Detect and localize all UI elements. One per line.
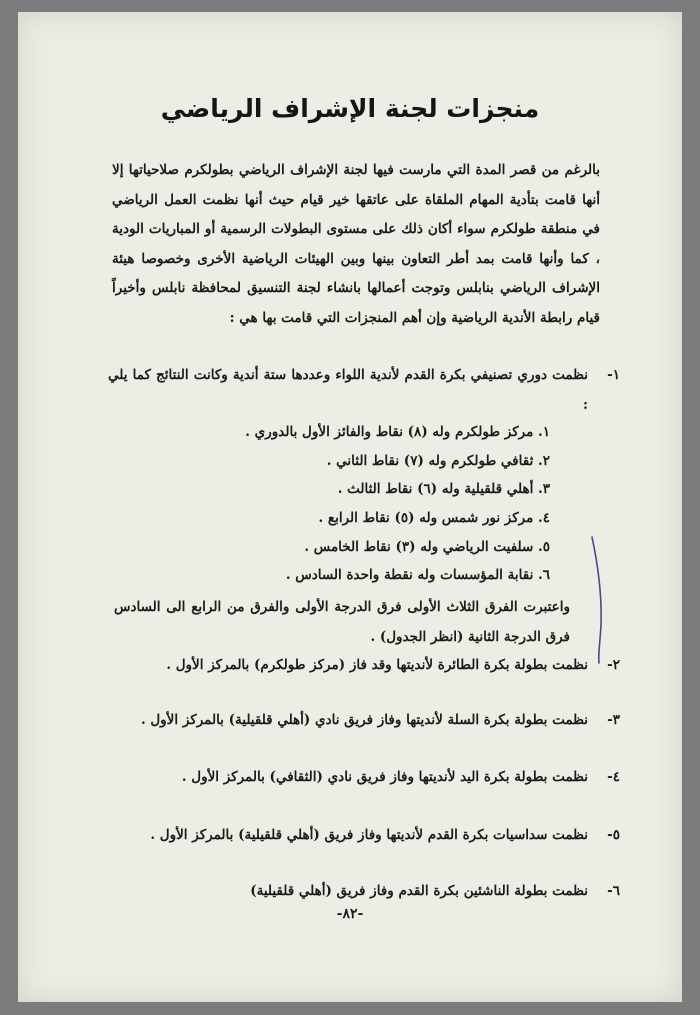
- standing-row-5: ٥. سلفيت الرياضي وله (٣) نقاط الخامس .: [304, 539, 550, 555]
- list-item-number: ٤-: [607, 769, 620, 785]
- list-item-2: [108, 651, 620, 681]
- list-item-text: نظمت بطولة بكرة الطائرة لأنديتها وقد فاز (مركز طولكرم) بالمركز الأول .: [166, 657, 588, 673]
- intro-paragraph: بالرغم من قصر المدة التي مارست فيها لجنة الإشراف الرياضي بطولكرم صلاحياتها إلا أنها قامت بتأدية المهام الملقاة على عاتقها خير قيام حيث أنها نظمت العمل الرياضي في منطقة طولكرم سواء أكان ذلك على مستوى البطولات الرسمية أو المباريات الودية ، كما وأنها قامت بمد أطر التعاون بينها وبين الهيئات الرياضية الأخرى وخصوصا هيئة الإشراف الرياضي بنابلس وتوجت أعمالها بانشاء لجنة التنسيق لمحافظة نابلس وأخيراً قيام رابطة الأندية الرياضية وإن أهم المنجزات التي قامت بها هي :: [112, 162, 600, 326]
- list-item-number: ٦-: [607, 883, 620, 899]
- list-item-text: نظمت دوري تصنيفي بكرة القدم لأندية اللواء وعددها ستة أندية وكانت النتائج كما يلي :: [108, 367, 588, 413]
- standings-note: واعتبرت الفرق الثلاث الأولى فرق الدرجة الأولى والفرق من الرابع الى السادس فرق الدرجة الثانية (انظر الجدول) .: [114, 599, 570, 645]
- list-item-5: [108, 821, 620, 851]
- standing-row-2: ٢. ثقافي طولكرم وله (٧) نقاط الثاني .: [326, 453, 550, 469]
- list-item-4: [108, 763, 620, 793]
- list-item-text: نظمت سداسيات بكرة القدم لأنديتها وفاز فريق (أهلي قلقيلية) بالمركز الأول .: [150, 827, 588, 843]
- list-item-text: نظمت بطولة الناشئين بكرة القدم وفاز فريق (أهلي قلقيلية): [250, 883, 588, 899]
- list-item-6: [108, 877, 620, 907]
- list-item-number: ٣-: [607, 712, 620, 728]
- list-item-number: ١-: [607, 367, 620, 383]
- list-item-text: نظمت بطولة بكرة السلة لأنديتها وفاز فريق نادي (أهلي قلقيلية) بالمركز الأول .: [140, 712, 588, 728]
- standing-row-1: ١. مركز طولكرم وله (٨) نقاط والفائز الأول بالدوري .: [245, 424, 550, 440]
- page-number: -٨٢-: [336, 906, 364, 922]
- list-item-number: ٢-: [607, 657, 620, 673]
- standing-row-4: ٤. مركز نور شمس وله (٥) نقاط الرابع .: [318, 510, 550, 526]
- list-item-1: [108, 361, 620, 420]
- list-item-text: نظمت بطولة بكرة اليد لأنديتها وفاز فريق نادي (الثقافي) بالمركز الأول .: [181, 769, 588, 785]
- page-title: منجزات لجنة الإشراف الرياضي: [160, 94, 540, 123]
- list-item-number: ٥-: [607, 827, 620, 843]
- standing-row-3: ٣. أهلي قلقيلية وله (٦) نقاط الثالث .: [337, 481, 550, 497]
- standing-row-6: ٦. نقابة المؤسسات وله نقطة واحدة السادس .: [285, 567, 550, 583]
- list-item-3: [108, 706, 620, 736]
- pen-mark-decoration: [588, 535, 610, 665]
